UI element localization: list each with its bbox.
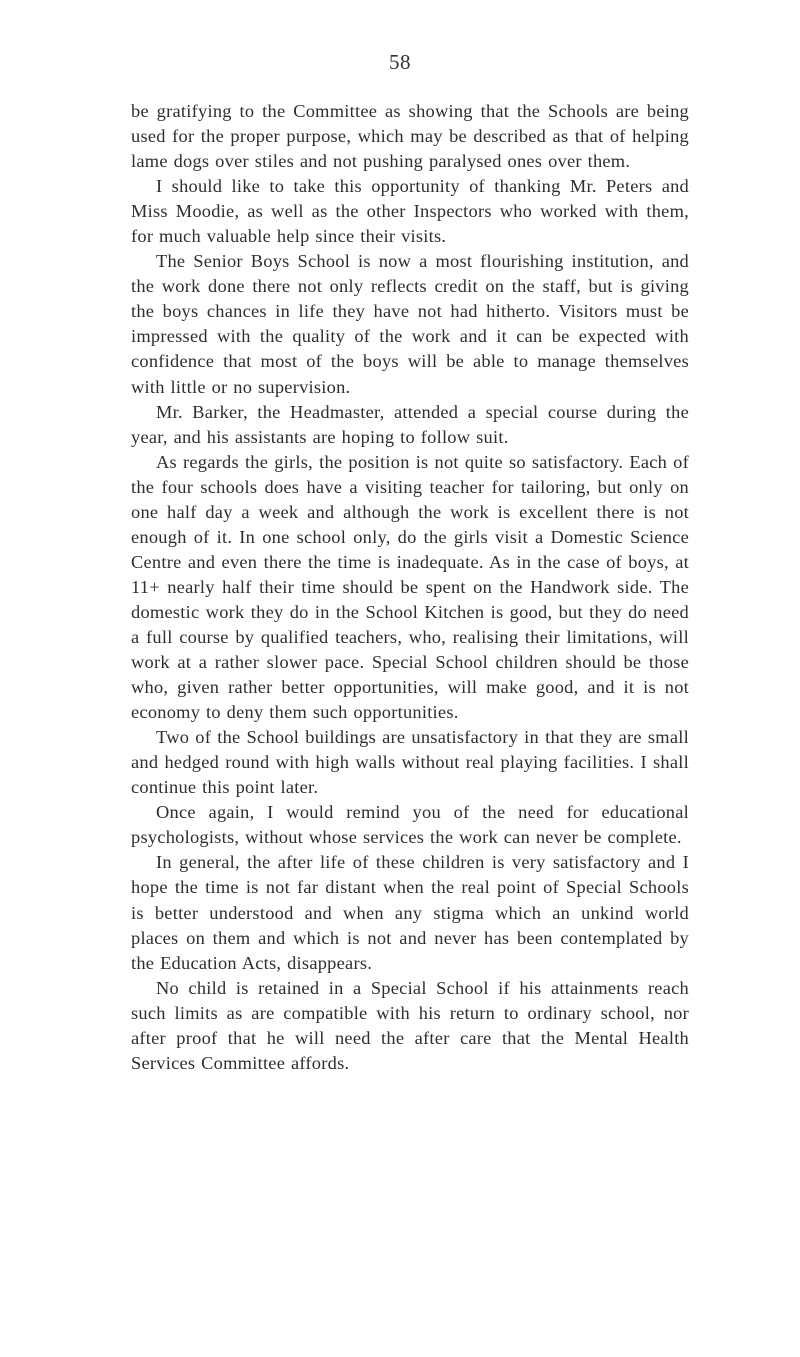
body-text xyxy=(131,99,689,1076)
paragraph-psychologists: Once again, I would remind you of the need for educational psychologists, without whose services the work can never be complete. xyxy=(131,802,689,848)
paragraph-continuation: be gratifying to the Committee as showing that the Schools are being used for the proper purpose, which may be described as that of helping lame dogs over stiles and not pushing paralysed ones over them. xyxy=(131,101,689,172)
paragraph-school-buildings: Two of the School buildings are unsatisfactory in that they are small and hedged round with high walls without real playing facilities. I shall continue this point later. xyxy=(131,727,689,798)
paragraph-thanks-inspectors: I should like to take this opportunity of thanking Mr. Peters and Miss Moodie, as well as the other Inspectors who worked with them, for much valuable help since their visits. xyxy=(131,176,689,247)
page-number: 58 xyxy=(389,50,411,74)
paragraph-headmaster: Mr. Barker, the Headmaster, attended a special course during the year, and his assistants are hoping to follow suit. xyxy=(131,401,689,447)
paragraph-after-life: In general, the after life of these children is very satisfactory and I hope the time is not far distant when the real point of Special Schools is better understood and when any stigma which an unkind world places on them and which is not and never has been contemplated by the Education Acts, disappears. xyxy=(131,852,689,973)
paragraph-retention: No child is retained in a Special School if his attainments reach such limits as are compatible with his return to ordinary school, nor after proof that he will need the after care that the Mental Health Services Committee affords. xyxy=(131,977,689,1073)
paragraph-senior-boys-school: The Senior Boys School is now a most flourishing institution, and the work done there not only reflects credit on the staff, but is giving the boys chances in life they have not had hitherto. Visitors must be impressed with the quality of the work and it can be expected with confidence that most of the boys will be able to manage themselves with little or no supervision. xyxy=(131,251,689,397)
paragraph-girls-position: As regards the girls, the position is not quite so satisfactory. Each of the four schools does have a visiting teacher for tailoring, but only on one half day a week and although the work is excellent there is not enough of it. In one school only, do the girls visit a Domestic Science Centre and even there the time is inadequate. As in the case of boys, at 11+ nearly half their time should be spent on the Handwork side. The domestic work they do in the School Kitchen is good, but they do need a full course by qualified teachers, who, realising their limitations, will work at a rather slower pace. Special School children should be those who, given rather better opportunities, will make good, and it is not economy to deny them such opportunities. xyxy=(131,451,689,723)
